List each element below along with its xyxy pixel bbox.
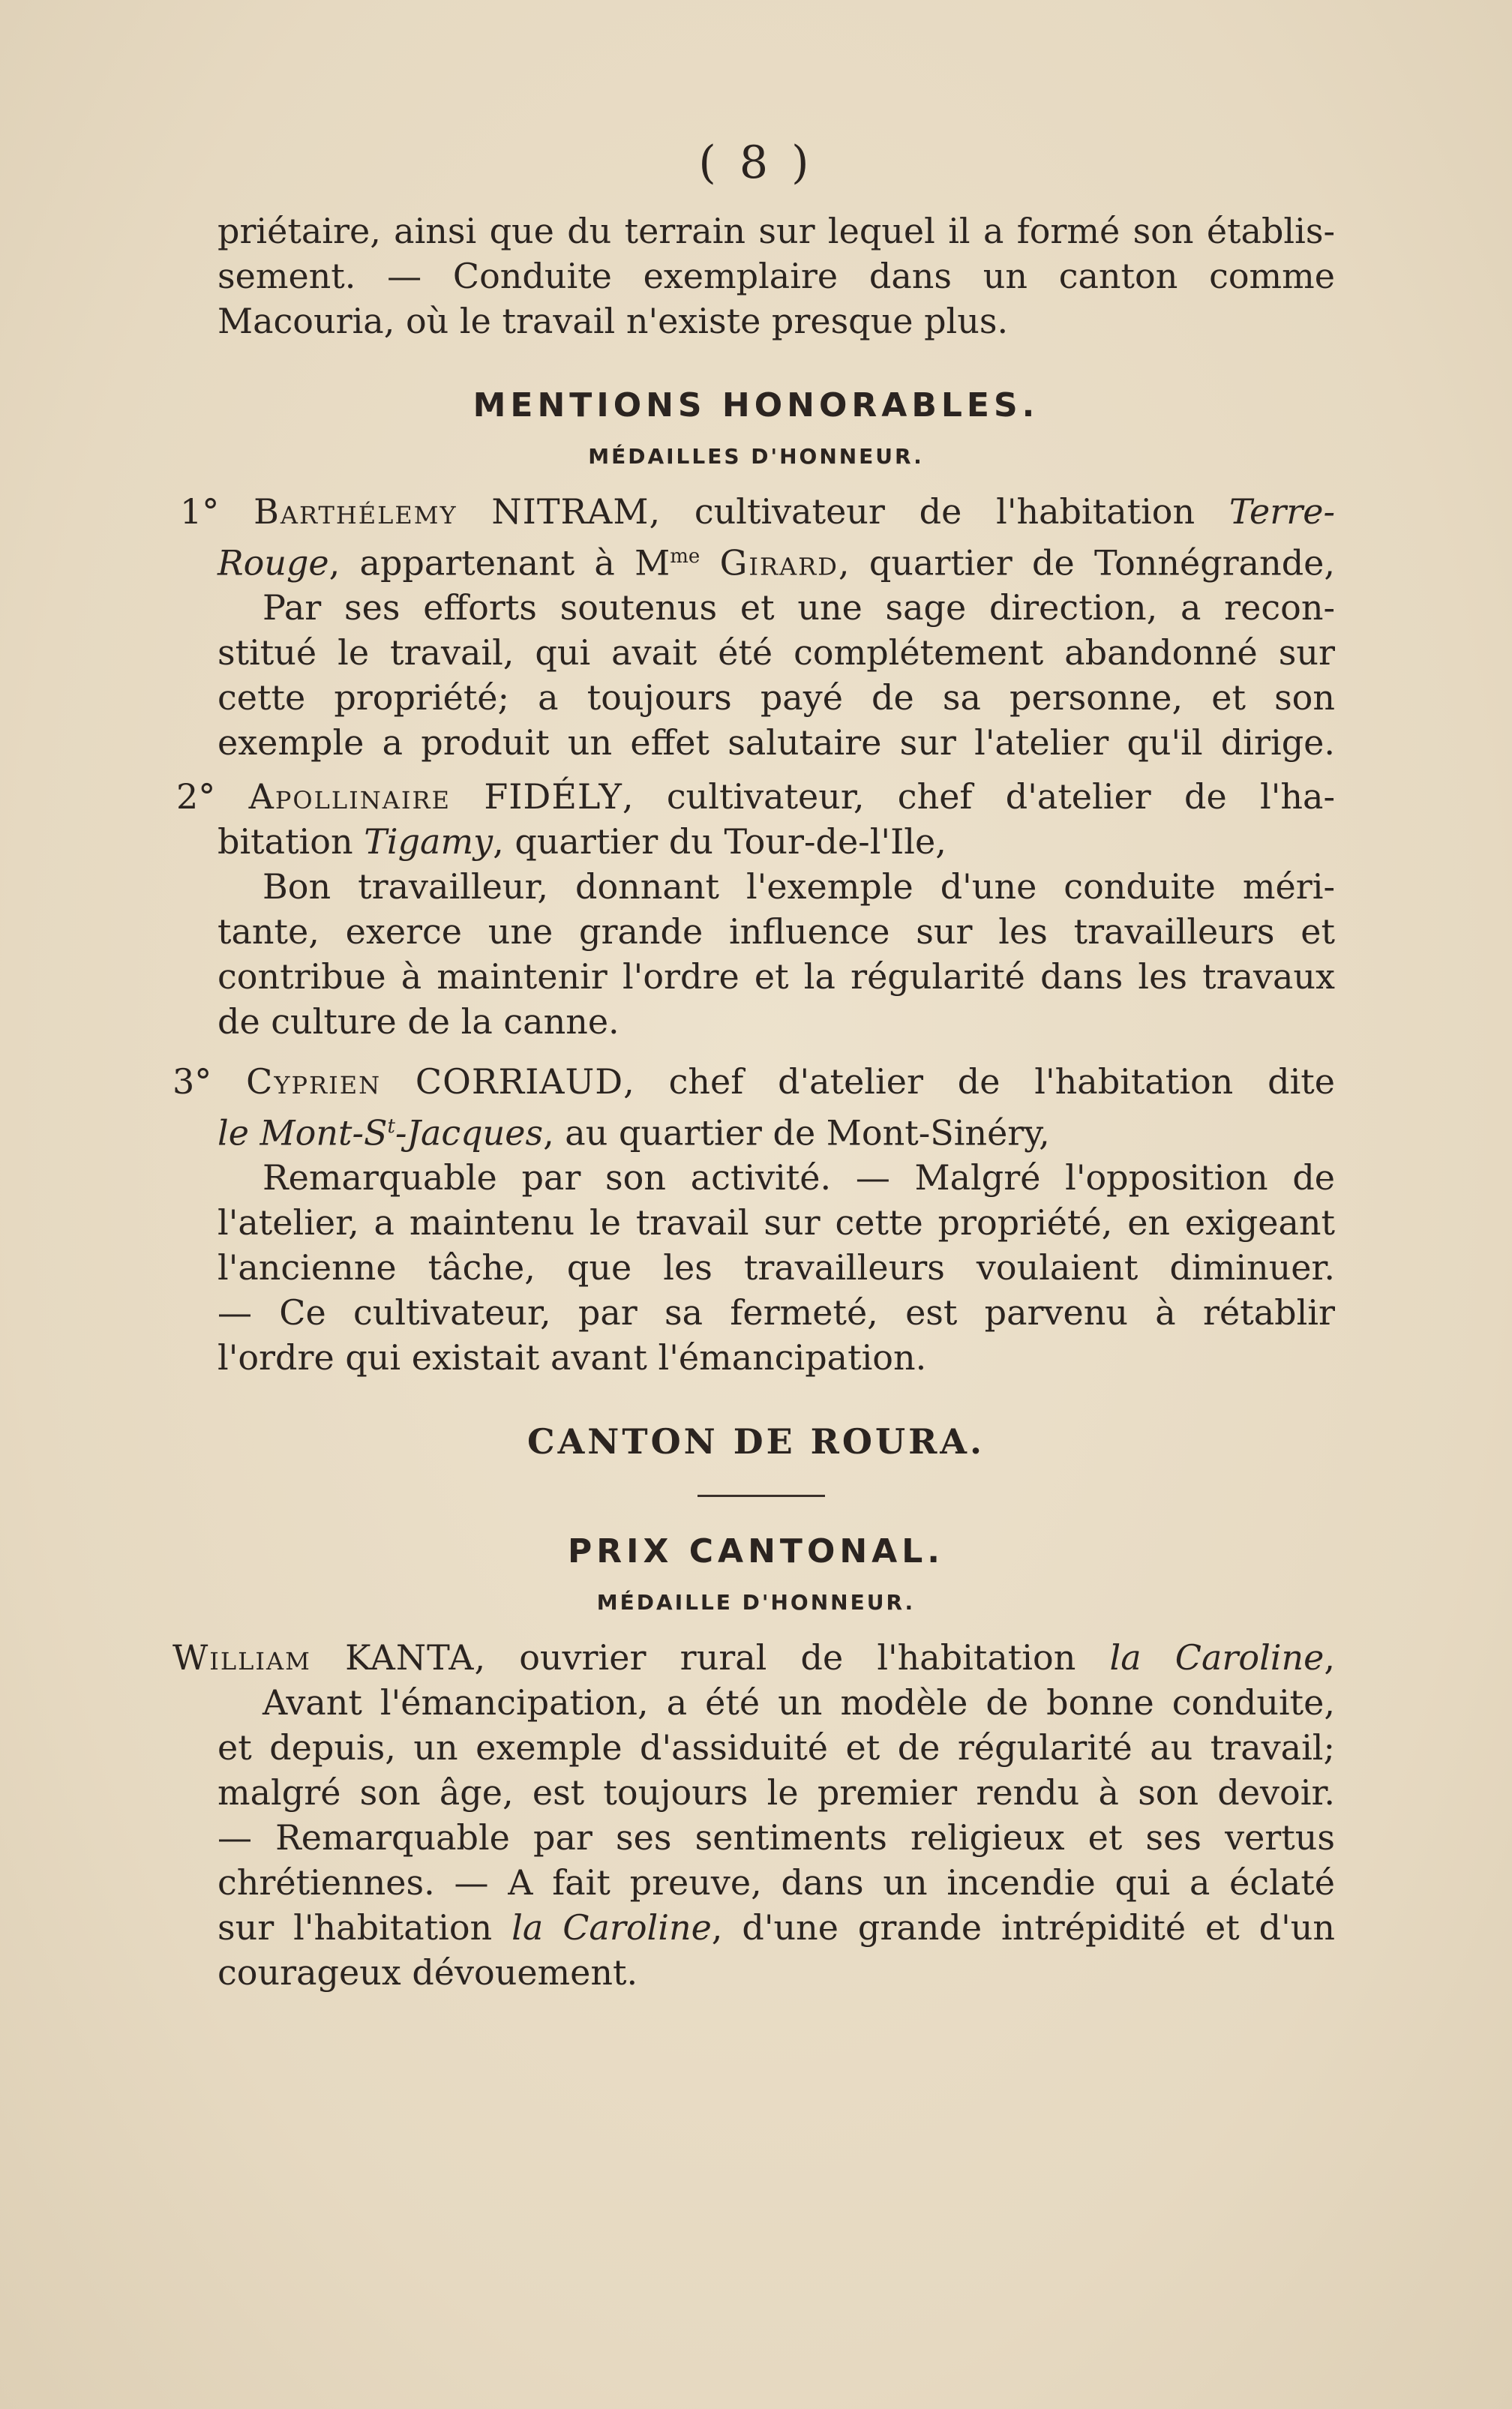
entry-3 <box>172 1059 1335 1380</box>
entry-heading-line <box>172 1635 1335 1680</box>
entry-heading-line <box>180 489 1335 534</box>
entry-address-line <box>218 819 1335 864</box>
entry-place: -Jacques <box>394 1112 544 1154</box>
entry-text: , cultivateur, chef d'atelier de l'ha- <box>622 776 1335 817</box>
text-line: tante, exerce une grande influence sur les travailleurs et <box>218 911 1335 952</box>
section-heading-mentions: MENTIONS HONORABLES. <box>472 386 1040 424</box>
entry-first-name: Apollinaire <box>248 776 451 817</box>
entry-place: la Caroline <box>1109 1637 1324 1678</box>
entry-surname: KANTA <box>345 1637 475 1678</box>
text-line: malgré son âge, est toujours le premier rendu à son devoir. <box>218 1772 1335 1813</box>
entry-place: Tigamy <box>364 821 494 862</box>
superscript: t <box>387 1115 395 1138</box>
text-line: — Ce cultivateur, par sa fermeté, est parvenu à rétablir <box>218 1292 1335 1334</box>
section-heading-prix: PRIX CANTONAL. <box>568 1532 944 1570</box>
canton-heading: CANTON DE ROURA. <box>526 1421 986 1462</box>
entry-2 <box>176 774 1335 1044</box>
text-line: Bon travailleur, donnant l'exemple d'une conduite méri- <box>262 866 1335 907</box>
text-line: stitué le travail, qui avait été complétement abandonné sur <box>218 632 1335 674</box>
text-line: Macouria, où le travail n'existe presque plus. <box>218 301 1009 341</box>
page-number: ( 8 ) <box>698 136 814 189</box>
text-line: l'ordre qui existait avant l'émancipation. <box>218 1337 927 1378</box>
entry-text: sur l'habitation <box>218 1907 493 1948</box>
entry-number: 2° <box>176 776 216 817</box>
entry-surname: FIDÉLY <box>484 776 622 817</box>
entry-first-name: Cyprien <box>246 1061 382 1102</box>
text-line: de culture de la canne. <box>218 1001 620 1042</box>
entry-surname: NITRAM <box>491 491 650 532</box>
owner-name: Girard <box>719 542 838 584</box>
section-subheading-medaille: MÉDAILLE D'HONNEUR. <box>596 1590 916 1615</box>
entry-surname: CORRIAUD <box>415 1061 624 1102</box>
superscript: me <box>670 545 700 568</box>
text-line: — Remarquable par ses sentiments religieux et ses vertus <box>218 1817 1335 1858</box>
text-line: l'atelier, a maintenu le travail sur cette propriété, en exigeant <box>218 1202 1335 1244</box>
text-line: sement. — Conduite exemplaire dans un canton comme <box>218 256 1335 296</box>
entry-place: Terre- <box>1228 491 1335 532</box>
entry-number: 1° <box>180 491 220 532</box>
text-line: chrétiennes. — A fait preuve, dans un incendie qui a éclaté <box>218 1862 1335 1903</box>
divider-rule <box>698 1495 825 1497</box>
text-line: contribue à maintenir l'ordre et la régularité dans les travaux <box>218 956 1335 997</box>
entry-text: , <box>1324 1637 1335 1678</box>
entry-text: bitation <box>218 821 353 862</box>
entry-heading-line <box>172 1059 1335 1104</box>
entry-first-name: William <box>172 1637 311 1678</box>
text-line: Remarquable par son activité. — Malgré l'opposition de <box>262 1157 1335 1198</box>
text-line: exemple a produit un effet salutaire sur l'atelier qu'il dirige. <box>218 722 1335 764</box>
entry-text: , au quartier de Mont-Sinéry, <box>543 1112 1050 1154</box>
entry-text: , ouvrier rural de l'habitation <box>474 1637 1076 1678</box>
entry-1 <box>180 489 1336 765</box>
entry-place: la Caroline <box>512 1907 712 1948</box>
entry-place: Rouge <box>218 542 329 584</box>
entry-text: , quartier du Tour-de-l'Ile, <box>493 821 946 862</box>
continuation-paragraph <box>218 208 1335 344</box>
entry-text: , d'une grande intrépidité et d'un <box>711 1907 1335 1948</box>
entry-address-line <box>218 534 1335 585</box>
entry-heading-line <box>176 774 1335 819</box>
entry-text: , quartier de Tonnégrande, <box>838 542 1336 584</box>
text-line: courageux dévouement. <box>218 1952 638 1993</box>
entry-address-line <box>218 1104 1335 1155</box>
entry-text: , chef d'atelier de l'habitation dite <box>623 1061 1335 1102</box>
text-line: l'ancienne tâche, que les travailleurs voulaient diminuer. <box>218 1247 1335 1288</box>
text-line: et depuis, un exemple d'assiduité et de régularité au travail; <box>218 1727 1335 1768</box>
section-subheading-medailles: MÉDAILLES D'HONNEUR. <box>588 444 924 469</box>
entry-text: , cultivateur de l'habitation <box>649 491 1196 532</box>
entry-first-name: Barthélemy <box>254 491 458 532</box>
entry-text: , appartenant à M <box>328 542 670 584</box>
entry-number: 3° <box>172 1061 212 1102</box>
text-line: priétaire, ainsi que du terrain sur lequel il a formé son établis- <box>218 211 1335 251</box>
text-line: Par ses efforts soutenus et une sage direction, a recon- <box>262 587 1335 628</box>
text-line: cette propriété; a toujours payé de sa personne, et son <box>218 677 1335 718</box>
entry-place: le Mont-S <box>218 1112 388 1154</box>
text-line: Avant l'émancipation, a été un modèle de bonne conduite, <box>262 1682 1335 1723</box>
text-line <box>218 1905 1335 1950</box>
entry-kanta <box>172 1635 1335 1995</box>
